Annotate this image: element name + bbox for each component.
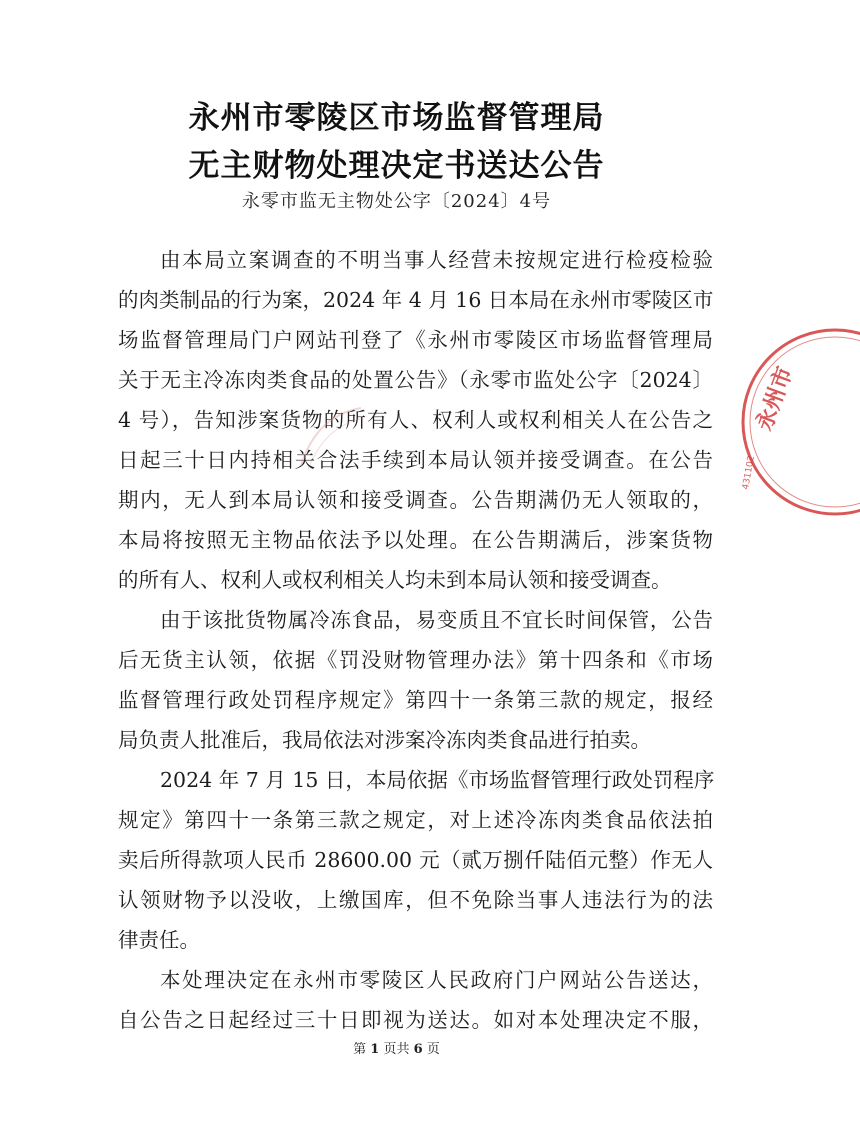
seal-text: 永州市 xyxy=(752,363,799,435)
faint-seal-impression-icon xyxy=(296,396,426,476)
footer-prefix: 第 xyxy=(353,1042,367,1057)
body-line: 本处理决定在永州市零陵区人民政府门户网站公告送达， xyxy=(160,968,713,992)
official-seal-icon xyxy=(740,360,860,491)
body-line: 局负责人批准后，我局依法对涉案冷冻肉类食品进行拍卖。 xyxy=(118,728,651,752)
body-line: 场监督管理局门户网站刊登了《永州市零陵区市场监督管理局 xyxy=(118,328,713,352)
document-title-line-2: 无主财物处理决定书送达公告 xyxy=(188,148,605,184)
body-line: 日起三十日内持相关合法手续到本局认领并接受调查。在公告 xyxy=(118,448,713,472)
body-line: 由于该批货物属冷冻食品，易变质且不宜长时间保管，公告 xyxy=(160,608,713,632)
body-line: 监督管理行政处罚程序规定》第四十一条第三款的规定，报经 xyxy=(118,688,713,712)
body-line: 的所有人、权利人或权利相关人均未到本局认领和接受调查。 xyxy=(118,568,672,592)
footer-middle: 页共 xyxy=(383,1042,410,1057)
footer-total-pages: 6 xyxy=(413,1042,423,1057)
body-line: 本局将按照无主物品依法予以处理。在公告期满后，涉案货物 xyxy=(118,528,713,552)
body-line: 认领财物予以没收，上缴国库，但不免除当事人违法行为的法 xyxy=(118,888,713,912)
page-footer xyxy=(0,1038,793,1057)
body-line: 的肉类制品的行为案，2024 年 4 月 16 日本局在永州市零陵区市 xyxy=(118,288,714,312)
body-line: 期内，无人到本局认领和接受调查。公告期满仍无人领取的， xyxy=(118,488,713,512)
footer-page-number: 1 xyxy=(370,1042,380,1057)
seal-digits: 431102 xyxy=(741,454,757,491)
body-line: 律责任。 xyxy=(118,928,200,952)
body-line: 2024 年 7 月 15 日，本局依据《市场监督管理行政处罚程序 xyxy=(160,768,715,792)
document-number: 永零市监无主物处公字〔2024〕4号 xyxy=(241,191,552,212)
footer-suffix: 页 xyxy=(426,1042,440,1057)
body-line: 4 号），告知涉案货物的所有人、权利人或权利相关人在公告之 xyxy=(118,408,713,432)
body-line: 后无货主认领，依据《罚没财物管理办法》第十四条和《市场 xyxy=(118,648,713,672)
document-title-line-1: 永州市零陵区市场监督管理局 xyxy=(188,100,605,136)
body-line: 自公告之日起经过三十日即视为送达。如对本处理决定不服， xyxy=(118,1008,713,1032)
body-line: 关于无主冷冻肉类食品的处置公告》（永零市监处公字〔2024〕 xyxy=(118,368,713,392)
body-line: 规定》第四十一条第三款之规定，对上述冷冻肉类食品依法拍 xyxy=(118,808,713,832)
body-line: 卖后所得款项人民币 28600.00 元（贰万捌仟陆佰元整）作无人 xyxy=(118,848,713,872)
body-line: 由本局立案调查的不明当事人经营未按规定进行检疫检验 xyxy=(160,248,713,272)
